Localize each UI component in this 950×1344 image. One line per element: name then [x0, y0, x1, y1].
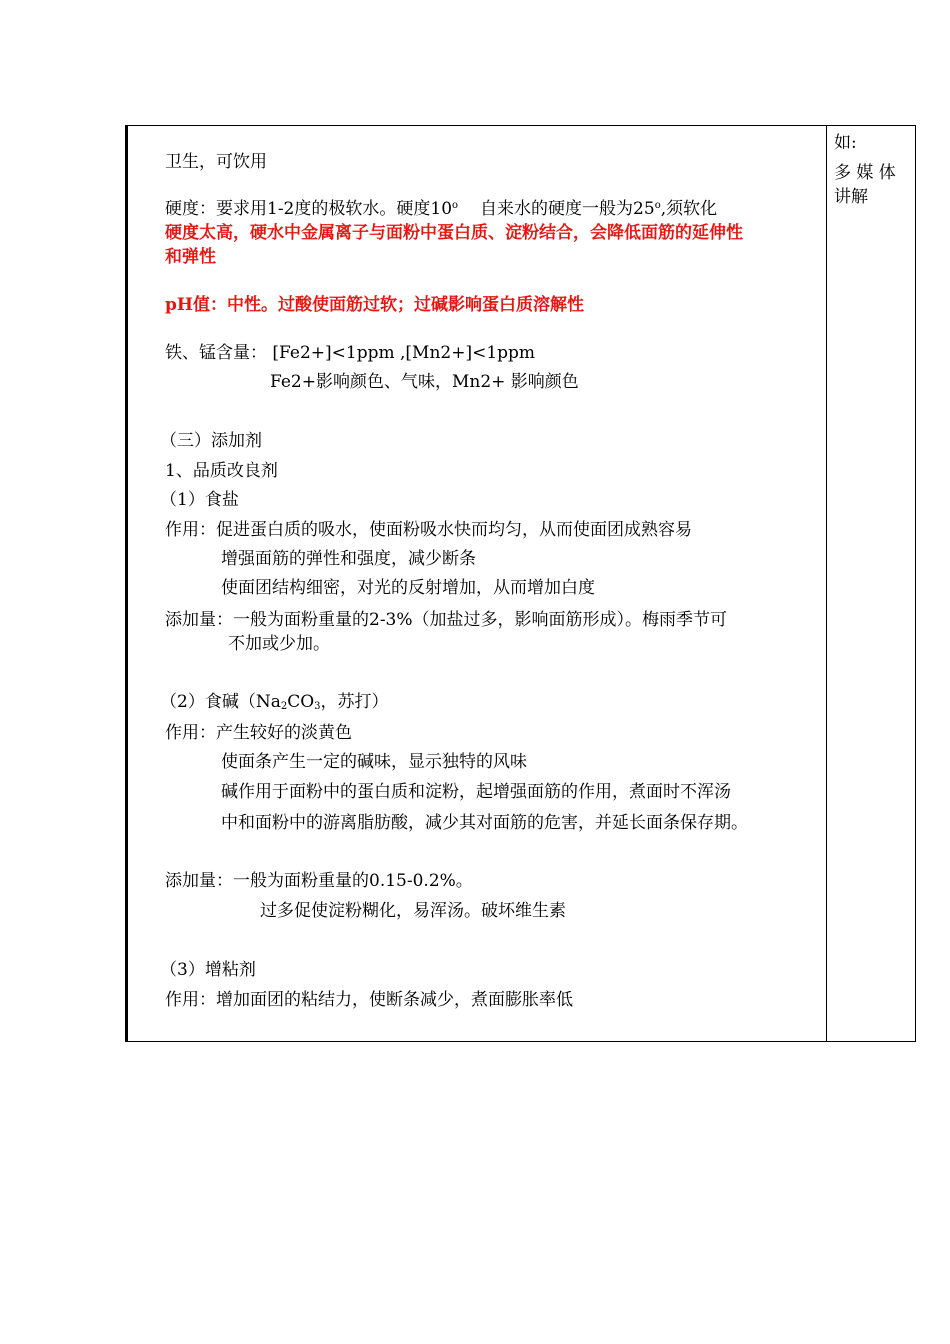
text-line: 使面条产生一定的碱味，显示独特的风味: [221, 752, 527, 772]
item-heading: （2）食碱（$Na_2CO_3$，苏打）: [160, 692, 389, 712]
highlight-line: 和弹性: [165, 247, 216, 267]
highlight-line: pH值：中性。过酸使面筋过软；过碱影响蛋白质溶解性: [165, 295, 584, 315]
text-line: 卫生，可饮用: [165, 152, 267, 172]
text-line: 铁、锰含量： [Fe2+]<1ppm ,[Mn2+]<1ppm: [165, 343, 536, 363]
text-line: 作用：促进蛋白质的吸水，使面粉吸水快而均匀，从而使面团成熟容易: [165, 520, 692, 540]
text-line: 添加量：一般为面粉重量的2-3%（加盐过多，影响面筋形成）。梅雨季节可: [165, 610, 728, 630]
item-heading: （1）食盐: [160, 490, 239, 510]
text-line: 过多促使淀粉糊化，易浑汤。破坏维生素: [260, 901, 566, 921]
text-line: 增强面筋的弹性和强度，减少断条: [221, 549, 476, 569]
note-line: 如:: [834, 133, 857, 153]
text-line: 中和面粉中的游离脂肪酸，减少其对面筋的危害，并延长面条保存期。: [221, 813, 748, 833]
highlight-line: 硬度太高，硬水中金属离子与面粉中蛋白质、淀粉结合，会降低面筋的延伸性: [165, 223, 743, 243]
item-heading: （3）增粘剂: [160, 960, 256, 980]
text-line: 作用：增加面团的粘结力，使断条减少，煮面膨胀率低: [165, 990, 573, 1010]
text-line: 作用：产生较好的淡黄色: [165, 723, 352, 743]
subsection-heading: 1、品质改良剂: [165, 461, 278, 481]
text-line: 碱作用于面粉中的蛋白质和淀粉，起增强面筋的作用，煮面时不浑汤: [221, 782, 731, 802]
hardness-line: 硬度：要求用1-2度的极软水。硬度10$^o$ 自来水的硬度一般为25$^o$,须软化: [165, 199, 718, 219]
text-line: Fe2+影响颜色、气味，Mn2+ 影响颜色: [270, 372, 579, 392]
column-divider: [826, 126, 827, 1041]
section-heading: （三）添加剂: [160, 431, 262, 451]
note-line: 多 媒 体: [834, 163, 896, 183]
note-line: 讲解: [834, 187, 868, 207]
text-line: 使面团结构细密，对光的反射增加，从而增加白度: [221, 578, 595, 598]
text-line: 添加量：一般为面粉重量的0.15-0.2%。: [165, 871, 473, 891]
text-line: 不加或少加。: [228, 634, 330, 654]
